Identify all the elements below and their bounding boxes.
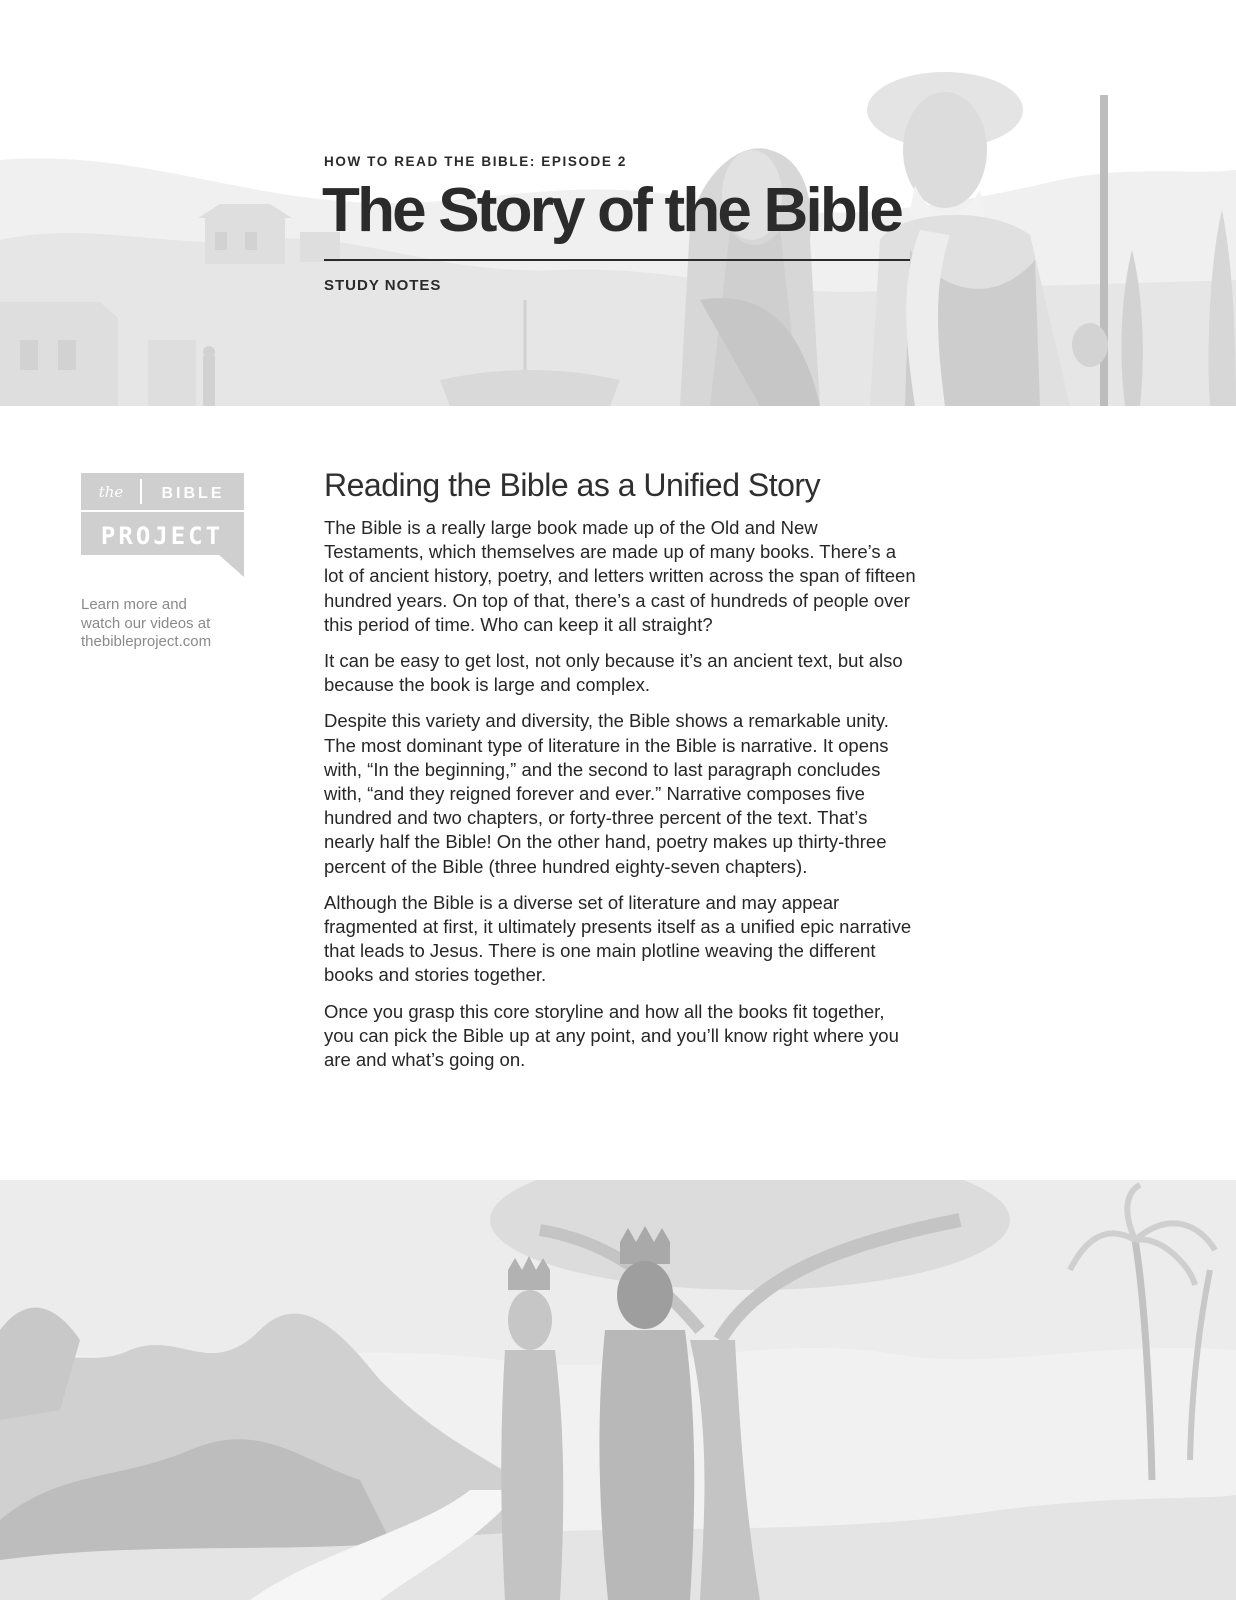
body-paragraph: It can be easy to get lost, not only because it’s an ancient text, but also because the book is large and complex.: [324, 650, 903, 696]
sidebar-note-line: Learn more and: [81, 596, 187, 613]
footer-illustration: [0, 1180, 1236, 1600]
main-content: [324, 466, 916, 1084]
bible-project-logo[interactable]: [81, 473, 244, 581]
logo-the-text: the: [98, 483, 124, 501]
website-link[interactable]: thebibleproject.com: [81, 633, 212, 650]
body-paragraph: Despite this variety and diversity, the Bible shows a remarkable unity. The most dominant type of literature in the Bible is narrative. It opens with, “In the beginning,” and the second to last paragraph concludes with, “and they reigned forever and ever.” Narrative composes five hundred and two chapters, or forty-three percent of the text. That’s nearly half the Bible! On the other hand, poetry makes up thirty-three percent of the Bible (three hundred eighty-seven chapters).: [324, 710, 889, 877]
body-paragraph: The Bible is a really large book made up of the Old and New Testaments, which themselves are made up of many books. There’s a lot of ancient history, poetry, and letters written across the span of fifteen hundred years. On top of that, there’s a cast of hundreds of people over this period of time. Who can keep it all straight?: [324, 517, 916, 635]
episode-eyebrow: HOW TO READ THE BIBLE: EPISODE 2: [324, 154, 627, 169]
logo-bible-text: BIBLE: [161, 485, 225, 502]
sidebar-note-line: watch our videos at: [81, 614, 211, 632]
title-divider: [324, 259, 910, 261]
study-notes-label: STUDY NOTES: [324, 277, 442, 294]
section-title: Reading the Bible as a Unified Story: [324, 467, 821, 503]
body-paragraph: Once you grasp this core storyline and how all the books fit together, you can pick the Bible up at any point, and you’ll know right where you are and what’s going on.: [324, 1000, 899, 1071]
body-paragraph: Although the Bible is a diverse set of literature and may appear fragmented at first, it ultimately presents itself as a unified epic narrative that leads to Jesus. There is one main plotline weaving the different books and stories together.: [324, 891, 912, 986]
sidebar-note: [81, 596, 256, 652]
page-title: The Story of the Bible: [322, 176, 902, 245]
logo-project-text: PROJECT: [100, 522, 224, 550]
